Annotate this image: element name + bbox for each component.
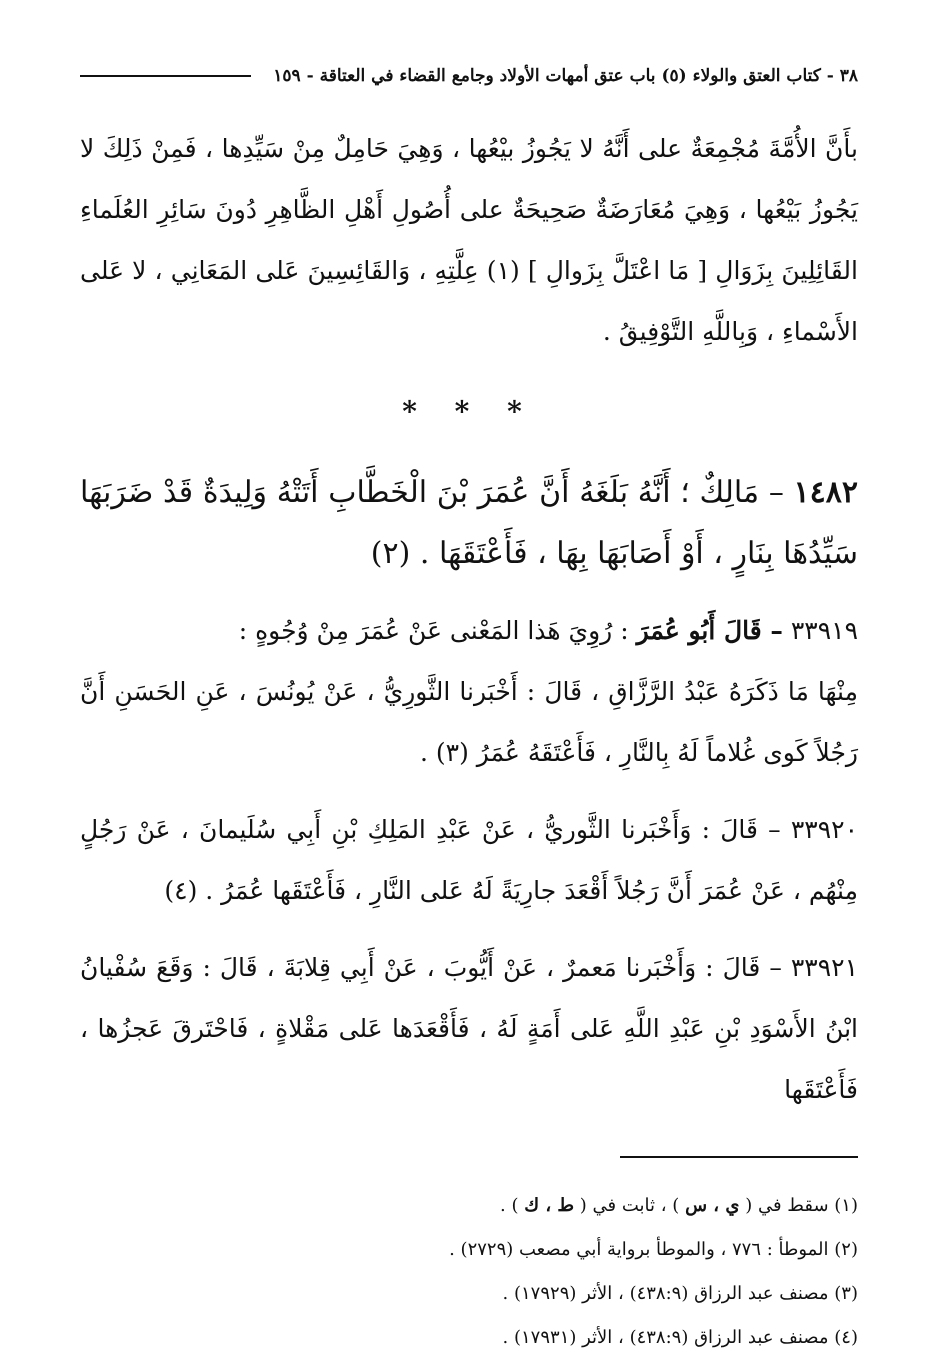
footnote-text: (١) سقط في (	[745, 1195, 858, 1216]
header-rule	[80, 75, 251, 77]
footnote-text: ) .	[500, 1195, 519, 1216]
running-header	[80, 56, 858, 96]
section-number: ٣٣٩١٩	[790, 616, 858, 645]
hadith-text: – مَالِكٌ ؛ أَنَّهُ بَلَغَهُ أَنَّ عُمَرَ بْنَ الْخَطَّابِ أَتَتْهُ وَلِيدَةٌ قَدْ ضَرَبَهَا سَيِّدُهَا بِنَارٍ ، أَوْ أَصَابَهَا بِهَا ، فَأَعْتَقَهَا . (٢)	[80, 475, 858, 571]
section-text: – قَالَ : وَأَخْبَرنا الثَّوريُّ ، عَنْ عَبْدِ المَلِكِ بْنِ أَبِي سُلَيمانَ ، عَنْ رَجُلٍ مِنْهُم ، عَنْ عُمَرَ أَنَّ رَجُلاً أَقْعَدَ جارِيَةً لَهُ عَلى النَّارِ ، فَأَعْتَقَها عُمَرُ . (٤)	[80, 815, 858, 905]
book-page	[80, 56, 858, 1348]
hadith-1482	[80, 462, 858, 584]
section-number: ٣٣٩٢٠	[790, 815, 858, 844]
manuscript-sigla: ي ، س	[685, 1195, 740, 1216]
section-33920	[80, 799, 858, 921]
footnote-1	[80, 1184, 858, 1228]
section-33919	[80, 600, 858, 661]
section-text: – قَالَ : وَأَخْبَرنا مَعمرٌ ، عَنْ أَيُّوبَ ، عَنْ أَبِي قِلابَةَ ، قَالَ : وَقَعَ سُفْيانُ ابْنُ الأَسْوَدِ بْنِ عَبْدِ اللَّهِ عَلى أَمَةٍ لَهُ ، فَأَقْعَدَها عَلى مَقْلاةٍ ، فَاحْتَرقَ عَجزُها ، فَأَعْتَقَها	[80, 953, 858, 1104]
section-number: ٣٣٩٢١	[790, 953, 858, 982]
footnote-2: (٢) الموطأ : ٧٧٦ ، والموطأ برواية أبي مصعب (٢٧٢٩) .	[449, 1239, 858, 1260]
running-header-text: ٣٨ - كتاب العتق والولاء (٥) باب عتق أمهات الأولاد وجامع القضاء في العتاقة - ١٥٩	[273, 66, 858, 86]
paragraph-narration: مِنْهَا مَا ذَكَرَهُ عَبْدُ الرَّزَّاقِ ، قَالَ : أَخْبَرنا الثَّورِيُّ ، عَنْ يُونُسَ ، عَنِ الحَسَنِ أَنَّ رَجُلاً كَوى غُلاماً لَهُ بِالنَّارِ ، فَأَعْتَقَهُ عُمَرُ (٣) .	[80, 677, 858, 767]
section-separator: * * *	[402, 395, 536, 428]
footnote-text: ) ، ثابت في (	[579, 1195, 680, 1216]
footnote-4: (٤) مصنف عبد الرزاق (٤٣٨:٩) ، الأثر (١٧٩٣١) .	[502, 1327, 858, 1348]
footnote-rule	[620, 1156, 858, 1158]
hadith-number: ١٤٨٢	[793, 475, 858, 510]
paragraph-continued: بأَنَّ الأُمَّةَ مُجْمِعَةٌ على أَنَّهُ لا يَجُوزُ بيْعُها ، وَهِيَ حَامِلٌ مِنْ سَيِّدِها ، فَمِنْ ذَلِكَ لا يَجُوزُ بَيْعُها ، وَهِيَ مُعَارَضَةٌ صَحِيحَةٌ على أُصُولِ أَهْلِ الظَّاهِرِ دُونَ سَائِرِ العُلَماءِ القَائِلِينَ بِزَوَالِ [ مَا اعْتَلَّ بِزَوالِ ] (١) عِلَّتِهِ ، وَالقَائِسِينَ عَلى المَعَانِي ، لا عَلى الأَسْماءِ ، وَبِاللَّهِ التَّوْفِيقُ .	[80, 134, 858, 346]
section-33921	[80, 937, 858, 1120]
footnote-3: (٣) مصنف عبد الرزاق (٤٣٨:٩) ، الأثر (١٧٩٢٩) .	[502, 1283, 858, 1304]
section-speaker: – قَالَ أَبُو عُمَرَ	[636, 616, 783, 645]
manuscript-sigla: ط ، ك	[524, 1195, 575, 1216]
footnotes	[80, 1184, 858, 1360]
section-text: : رُوِيَ هَذا المَعْنى عَنْ عُمَرَ مِنْ وُجُوهٍ :	[238, 616, 629, 645]
